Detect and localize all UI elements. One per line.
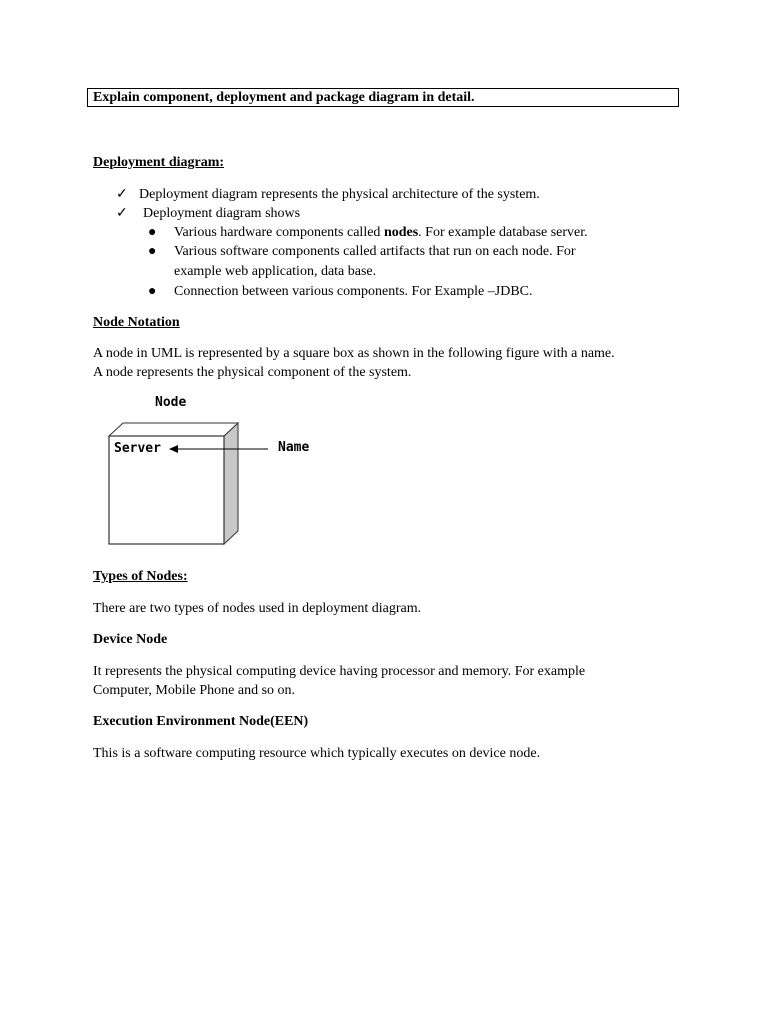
types-intro-text: There are two types of nodes used in deployment diagram. (93, 601, 422, 616)
node-box-top (109, 423, 238, 436)
node-notation-heading: Node Notation (93, 315, 180, 330)
checkmark-icon: ✓ (116, 206, 128, 221)
node-figure-title: Node (155, 395, 187, 410)
deployment-heading: Deployment diagram: (93, 155, 225, 170)
question-title: Explain component, deployment and package diagram in detail. (87, 88, 679, 107)
checkmark-icon: ✓ (116, 187, 128, 202)
bullet-icon: ● (148, 244, 157, 259)
node-box-side (224, 423, 238, 544)
een-text: This is a software computing resource which typically executes on device node. (93, 746, 541, 761)
document-page: Explain component, deployment and package diagram in detail. Deployment diagram: ✓ Deployment diagram represents the physical architecture of the system. ✓ Deployment diagram shows ● Various hardware components called nodes. For example database server. ● Various software components called artifacts that run on each node. For example web application, data base. ● Connection between various components. For Example –JDBC. Node Notation A node in UML is represented by a square box as shown in the following figure with a name. A node represents the physical component of the system. Node Server Name Types of Nodes: There are two types of nodes used in deployment diagram. Device Node It represents the physical computing device having processor and memory. For example Computer, Mobile Phone and so on. Execution Environment Node(EEN) This is a software computing resource which typically executes on device node. (0, 0, 768, 1024)
device-node-heading: Device Node (93, 632, 168, 647)
node-notation-paragraph-line: A node represents the physical component of the system. (93, 365, 412, 380)
check-item: ✓ Deployment diagram represents the physical architecture of the system. (116, 187, 540, 202)
bullet-icon: ● (148, 284, 157, 299)
bullet-icon: ● (148, 225, 157, 240)
node-notation-paragraph-line: A node in UML is represented by a square box as shown in the following figure with a name. (93, 346, 615, 361)
types-of-nodes-heading: Types of Nodes: (93, 569, 188, 584)
een-heading: Execution Environment Node(EEN) (93, 714, 309, 729)
device-node-text-line: Computer, Mobile Phone and so on. (93, 683, 296, 698)
device-node-text-line: It represents the physical computing device having processor and memory. For example (93, 664, 586, 679)
node-diagram (100, 390, 340, 550)
check-item: ✓ Deployment diagram shows (116, 206, 301, 221)
node-name-callout: Name (278, 440, 310, 455)
node-server-label: Server (114, 441, 161, 456)
